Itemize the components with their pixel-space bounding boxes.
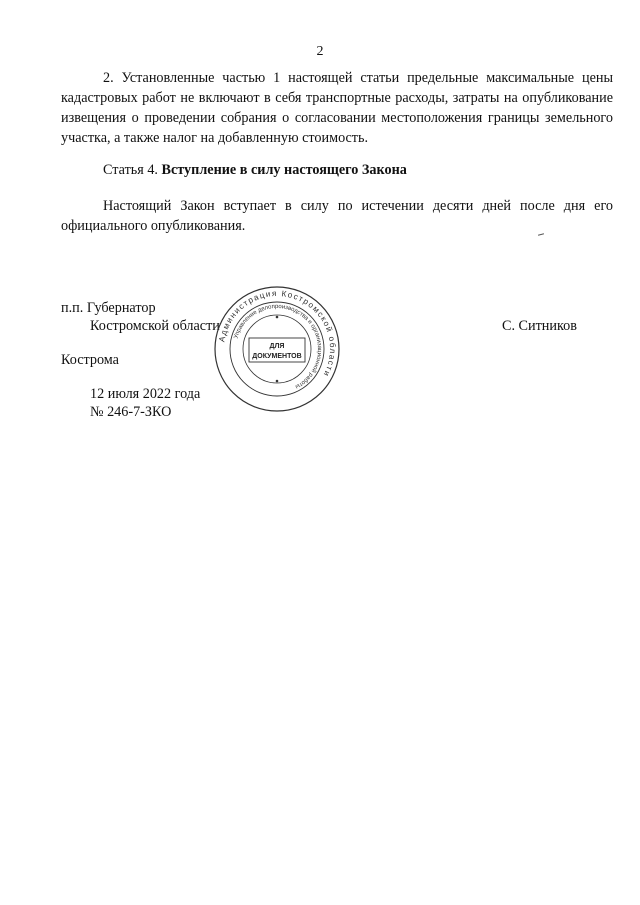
stamp-dot-bottom: [276, 380, 279, 383]
official-stamp: [212, 284, 342, 414]
page-number: 2: [316, 44, 324, 59]
signing-date: 12 июля 2022 года: [90, 386, 201, 402]
article-heading: [103, 162, 407, 179]
stamp-dot-top: [276, 316, 279, 319]
law-number: № 246-7-ЗКО: [90, 404, 172, 420]
signing-city: Кострома: [61, 352, 119, 368]
signer-role-line2: Костромской области: [90, 318, 220, 334]
stamp-outer-text: Администрация Костромской области: [217, 288, 338, 379]
stamp-inner-text: Управление делопроизводства и организационной работы: [233, 303, 323, 390]
paragraph-effective: Настоящий Закон вступает в силу по истечении десяти дней после дня его официального опубликования.: [61, 198, 613, 234]
paragraph-2-1: 2. Установленные частью 1 настоящей статьи предельные максимальные цены кадастровых работ не включают в себя транспортные расходы, затраты на опубликование извещения о проведении собрания о согласовании местоположения границы земельного участка, а также налог на добавленную стоимость.: [61, 70, 613, 146]
article-title: Вступление в силу настоящего Закона: [161, 162, 407, 178]
stamp-label-line2: ДОКУМЕНТОВ: [252, 353, 302, 360]
signer-role-line1: п.п. Губернатор: [61, 300, 156, 316]
article-prefix: Статья 4.: [103, 162, 158, 178]
stamp-label-line1: ДЛЯ: [269, 343, 285, 350]
signer-name: С. Ситников: [502, 318, 577, 334]
